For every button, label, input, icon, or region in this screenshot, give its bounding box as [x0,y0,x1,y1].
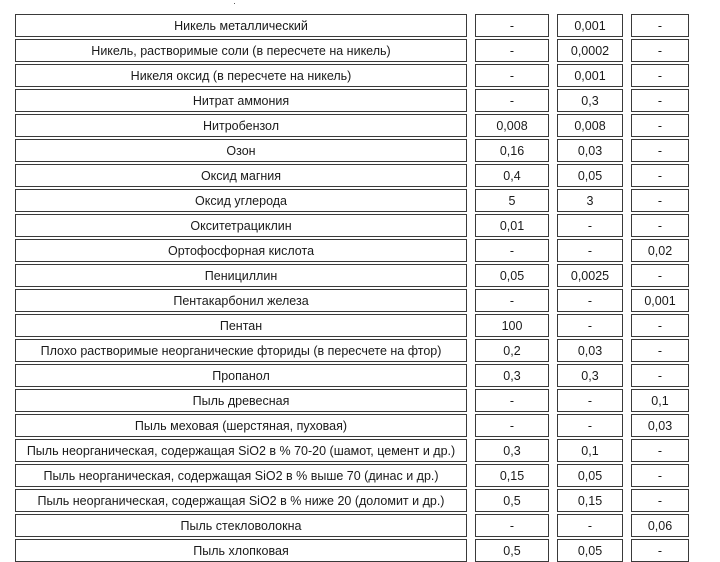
column-gap [623,89,631,112]
value-cell-3: - [631,339,689,362]
top-mark: · [233,0,236,8]
value-cell-3: 0,1 [631,389,689,412]
table-row [15,39,689,62]
column-gap [549,289,557,312]
value-cell-3: - [631,189,689,212]
column-gap [623,239,631,262]
column-gap [467,339,475,362]
value-cell-2: - [557,389,623,412]
value-cell-3: - [631,464,689,487]
table-row [15,464,689,487]
column-gap [549,364,557,387]
substance-name-cell: Пропанол [15,364,467,387]
column-gap [549,214,557,237]
value-cell-3: - [631,489,689,512]
column-gap [549,114,557,137]
substance-name-cell: Пентакарбонил железа [15,289,467,312]
value-cell-1: - [475,39,549,62]
substance-name-cell: Оксид магния [15,164,467,187]
column-gap [467,514,475,537]
value-cell-3: - [631,539,689,562]
value-cell-2: 0,008 [557,114,623,137]
value-cell-2: 0,001 [557,14,623,37]
substance-name-cell: Пыль неорганическая, содержащая SiO2 в % ниже 20 (доломит и др.) [15,489,467,512]
substance-name-cell: Никель, растворимые соли (в пересчете на никель) [15,39,467,62]
table-row [15,264,689,287]
substance-name-cell: Пенициллин [15,264,467,287]
value-cell-2: - [557,314,623,337]
column-gap [549,414,557,437]
table-body [15,14,689,562]
column-gap [467,289,475,312]
column-gap [623,289,631,312]
table-row [15,139,689,162]
value-cell-1: 0,01 [475,214,549,237]
value-cell-1: 0,008 [475,114,549,137]
table-row [15,314,689,337]
value-cell-3: - [631,114,689,137]
column-gap [467,489,475,512]
table-row [15,89,689,112]
value-cell-2: 0,03 [557,139,623,162]
column-gap [467,39,475,62]
column-gap [467,414,475,437]
substance-name-cell: Плохо растворимые неорганические фториды (в пересчете на фтор) [15,339,467,362]
value-cell-2: 0,05 [557,464,623,487]
substance-name-cell: Пыль древесная [15,389,467,412]
value-cell-2: 0,3 [557,89,623,112]
column-gap [549,339,557,362]
table-row [15,64,689,87]
table-row [15,164,689,187]
table-row [15,389,689,412]
column-gap [467,264,475,287]
column-gap [623,189,631,212]
column-gap [623,114,631,137]
value-cell-2: - [557,514,623,537]
value-cell-2: - [557,289,623,312]
substance-name-cell: Никель металлический [15,14,467,37]
value-cell-1: - [475,14,549,37]
column-gap [549,514,557,537]
column-gap [623,389,631,412]
substance-name-cell: Пыль стекловолокна [15,514,467,537]
column-gap [467,214,475,237]
value-cell-2: 0,05 [557,164,623,187]
value-cell-1: 0,5 [475,539,549,562]
column-gap [467,439,475,462]
value-cell-2: - [557,214,623,237]
value-cell-1: 0,4 [475,164,549,187]
column-gap [467,539,475,562]
table-row [15,189,689,212]
column-gap [467,114,475,137]
value-cell-2: 0,3 [557,364,623,387]
value-cell-1: 0,5 [475,489,549,512]
table-row [15,439,689,462]
value-cell-2: - [557,414,623,437]
value-cell-1: - [475,389,549,412]
table-row [15,514,689,537]
value-cell-1: - [475,514,549,537]
value-cell-3: - [631,164,689,187]
value-cell-2: 0,1 [557,439,623,462]
column-gap [549,14,557,37]
value-cell-3: - [631,264,689,287]
column-gap [549,164,557,187]
value-cell-1: - [475,289,549,312]
substance-name-cell: Озон [15,139,467,162]
column-gap [467,189,475,212]
column-gap [623,139,631,162]
table-row [15,364,689,387]
table-row [15,214,689,237]
column-gap [623,314,631,337]
column-gap [467,139,475,162]
value-cell-2: 0,001 [557,64,623,87]
substance-name-cell: Окситетрациклин [15,214,467,237]
table-row [15,114,689,137]
column-gap [549,239,557,262]
table-row [15,289,689,312]
substance-name-cell: Ортофосфорная кислота [15,239,467,262]
value-cell-1: 0,3 [475,439,549,462]
value-cell-1: 100 [475,314,549,337]
column-gap [549,64,557,87]
column-gap [623,414,631,437]
value-cell-1: - [475,414,549,437]
column-gap [623,64,631,87]
substance-name-cell: Никеля оксид (в пересчете на никель) [15,64,467,87]
column-gap [623,339,631,362]
substance-limits-table [15,14,689,562]
column-gap [623,364,631,387]
column-gap [623,439,631,462]
value-cell-2: 0,15 [557,489,623,512]
table-row [15,489,689,512]
column-gap [623,14,631,37]
value-cell-3: 0,02 [631,239,689,262]
value-cell-3: - [631,314,689,337]
value-cell-1: 0,16 [475,139,549,162]
value-cell-3: - [631,439,689,462]
column-gap [467,14,475,37]
column-gap [623,214,631,237]
column-gap [549,464,557,487]
column-gap [623,264,631,287]
substance-name-cell: Пыль неорганическая, содержащая SiO2 в % выше 70 (динас и др.) [15,464,467,487]
value-cell-1: - [475,239,549,262]
column-gap [623,164,631,187]
column-gap [549,389,557,412]
column-gap [623,39,631,62]
column-gap [549,89,557,112]
column-gap [549,439,557,462]
substance-name-cell: Нитробензол [15,114,467,137]
value-cell-3: - [631,214,689,237]
column-gap [467,89,475,112]
value-cell-1: 0,2 [475,339,549,362]
column-gap [467,64,475,87]
value-cell-2: 0,0002 [557,39,623,62]
value-cell-1: 0,3 [475,364,549,387]
substance-name-cell: Нитрат аммония [15,89,467,112]
value-cell-3: - [631,364,689,387]
substance-name-cell: Оксид углерода [15,189,467,212]
column-gap [549,489,557,512]
value-cell-1: - [475,89,549,112]
value-cell-3: 0,001 [631,289,689,312]
column-gap [549,314,557,337]
value-cell-3: - [631,139,689,162]
column-gap [549,264,557,287]
value-cell-2: 0,05 [557,539,623,562]
substance-name-cell: Пыль неорганическая, содержащая SiO2 в % 70-20 (шамот, цемент и др.) [15,439,467,462]
column-gap [467,164,475,187]
table-row [15,14,689,37]
column-gap [549,139,557,162]
column-gap [623,539,631,562]
table-row [15,239,689,262]
value-cell-3: 0,03 [631,414,689,437]
value-cell-2: 0,0025 [557,264,623,287]
value-cell-1: 5 [475,189,549,212]
substance-name-cell: Пыль меховая (шерстяная, пуховая) [15,414,467,437]
column-gap [467,239,475,262]
column-gap [467,389,475,412]
value-cell-3: - [631,39,689,62]
substance-name-cell: Пентан [15,314,467,337]
column-gap [467,364,475,387]
table-row [15,539,689,562]
column-gap [623,514,631,537]
value-cell-3: - [631,89,689,112]
table-row [15,339,689,362]
value-cell-2: 0,03 [557,339,623,362]
value-cell-1: 0,05 [475,264,549,287]
value-cell-1: 0,15 [475,464,549,487]
column-gap [623,464,631,487]
value-cell-3: 0,06 [631,514,689,537]
column-gap [467,314,475,337]
value-cell-3: - [631,64,689,87]
column-gap [467,464,475,487]
table-row [15,414,689,437]
column-gap [549,189,557,212]
value-cell-3: - [631,14,689,37]
value-cell-2: 3 [557,189,623,212]
column-gap [549,39,557,62]
value-cell-1: - [475,64,549,87]
substance-name-cell: Пыль хлопковая [15,539,467,562]
column-gap [623,489,631,512]
value-cell-2: - [557,239,623,262]
column-gap [549,539,557,562]
